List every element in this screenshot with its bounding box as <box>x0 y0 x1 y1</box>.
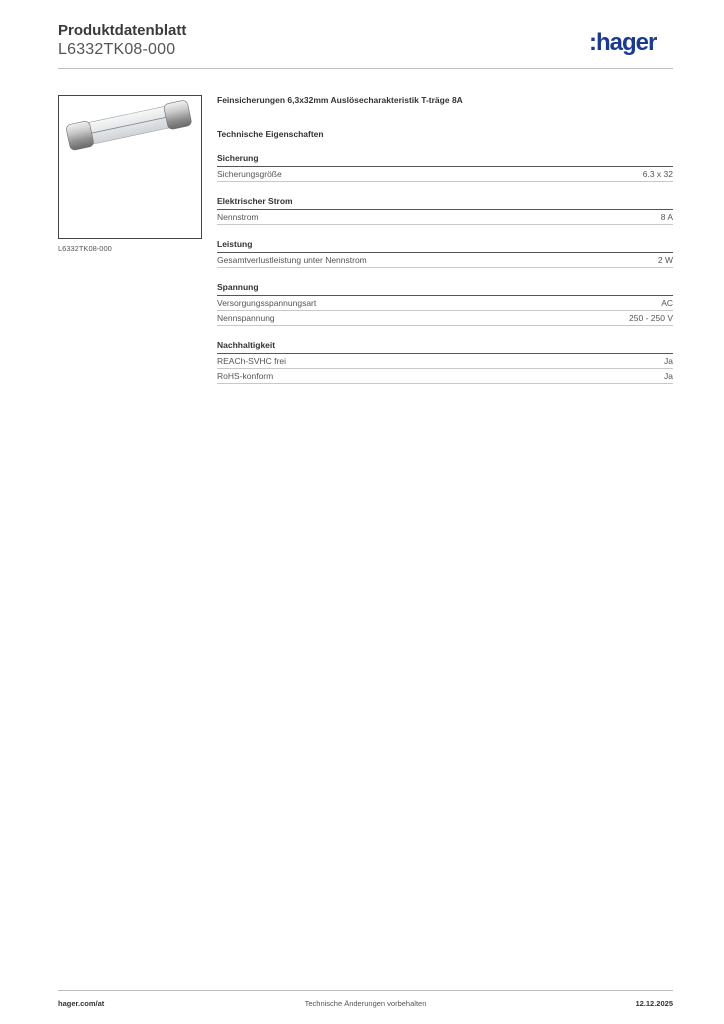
property-row <box>217 296 673 311</box>
footer-website-link[interactable]: hager.com/at <box>58 999 105 1008</box>
property-group-spannung <box>217 282 673 326</box>
property-label: Sicherungsgröße <box>217 169 282 179</box>
property-label: Gesamtverlustleistung unter Nennstrom <box>217 255 367 265</box>
group-title: Elektrischer Strom <box>217 196 673 210</box>
product-description: Feinsicherungen 6,3x32mm Auslösecharakteristik T-träge 8A <box>217 95 463 105</box>
property-label: Versorgungsspannungsart <box>217 298 317 308</box>
product-details <box>217 95 673 384</box>
header-divider <box>58 68 673 69</box>
fuse-illustration <box>59 96 201 238</box>
property-row <box>217 210 673 225</box>
footer-divider <box>58 990 673 991</box>
property-row <box>217 369 673 384</box>
property-value: Ja <box>664 371 673 381</box>
property-label: REACh-SVHC frei <box>217 356 286 366</box>
property-value: AC <box>661 298 673 308</box>
property-group-leistung <box>217 239 673 268</box>
property-value: 2 W <box>657 255 673 265</box>
property-value: 250 - 250 V <box>629 313 673 323</box>
property-group-nachhaltigkeit <box>217 340 673 384</box>
group-title: Leistung <box>217 239 673 253</box>
property-group-elektrischer-strom <box>217 196 673 225</box>
property-row <box>217 167 673 182</box>
image-caption: L6332TK08-000 <box>58 244 112 253</box>
product-image <box>58 95 202 239</box>
footer-notice: Technische Änderungen vorbehalten <box>304 999 427 1008</box>
property-group-sicherung <box>217 153 673 182</box>
group-title: Spannung <box>217 282 673 296</box>
document-header <box>58 22 673 70</box>
property-label: Nennstrom <box>217 212 259 222</box>
property-label: Nennspannung <box>217 313 275 323</box>
property-row <box>217 253 673 268</box>
property-value: 8 A <box>660 212 673 222</box>
property-label: RoHS-konform <box>217 371 274 381</box>
svg-text::hager: :hager <box>589 29 657 56</box>
group-title: Sicherung <box>217 153 673 167</box>
section-heading: Technische Eigenschaften <box>217 129 324 139</box>
property-value: Ja <box>664 356 673 366</box>
group-title: Nachhaltigkeit <box>217 340 673 354</box>
product-code: L6332TK08-000 <box>58 41 176 58</box>
property-value: 6.3 x 32 <box>642 169 673 179</box>
property-row <box>217 354 673 369</box>
document-title: Produktdatenblatt <box>58 22 187 39</box>
footer-date: 12.12.2025 <box>635 999 673 1008</box>
property-row <box>217 311 673 326</box>
hager-logo <box>589 28 673 58</box>
